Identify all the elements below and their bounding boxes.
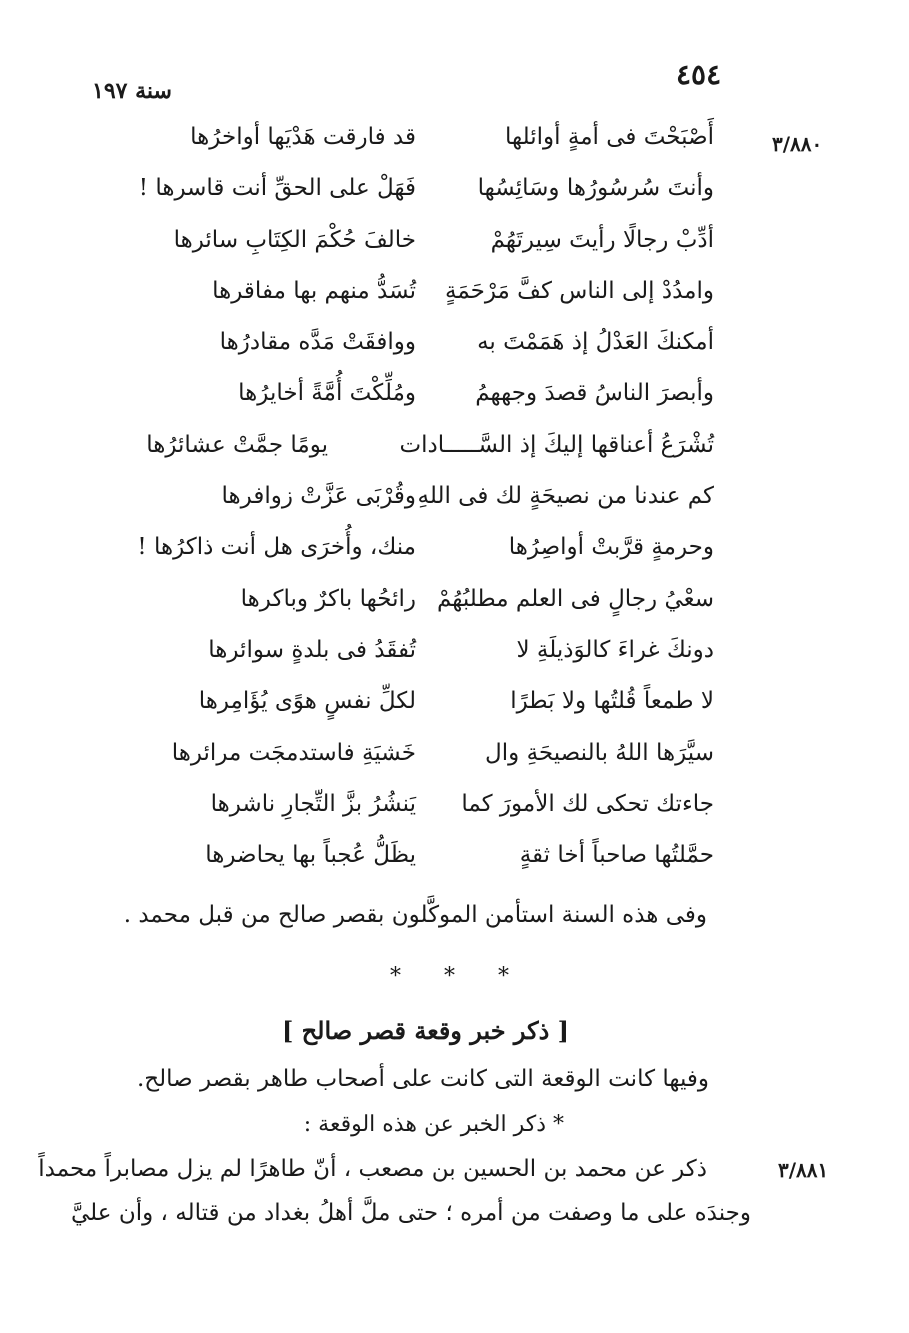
- verse-line: [100, 785, 720, 836]
- second-hemistich: تُسَدُّ منهم بها مفاقرها: [212, 277, 416, 304]
- first-hemistich: أمكنكَ العَدْلُ إذ هَمَمْتَ به: [477, 329, 714, 356]
- second-hemistich: فَهَلْ على الحقِّ أنت قاسرها !: [138, 175, 416, 202]
- first-hemistich: تُشْرَعُ أعناقها إليكَ إذ السَّـــــادات: [399, 431, 714, 458]
- verse-line: [100, 169, 720, 220]
- second-hemistich: خَشيَةِ فاستدمجَت مرائرها: [171, 739, 416, 766]
- body-line: وجندَه على ما وصفت من أمره ؛ حتى ملَّ أهلُ بغداد من قتاله ، وأن عليَّ: [71, 1200, 751, 1226]
- verse-line: [100, 426, 720, 477]
- subheading: * ذكر الخبر عن هذه الوقعة :: [303, 1112, 564, 1137]
- first-hemistich: لا طمعاً قُلتُها ولا بَطرًا: [510, 688, 714, 715]
- margin-reference-first: ٣/٨٨٠: [772, 132, 823, 156]
- verse-line: [100, 272, 720, 323]
- verse-line: [100, 682, 720, 733]
- first-hemistich: وامدُدْ إلى الناس كفَّ مَرْحَمَةٍ: [445, 277, 714, 304]
- first-hemistich: وأنتَ سُرسُورُها وسَائِسُها: [477, 175, 714, 202]
- verse-line: [100, 221, 720, 272]
- second-hemistich: لكلِّ نفسٍ هوًى يُؤَامِرها: [198, 688, 416, 715]
- section-intro: وفيها كانت الوقعة التى كانت على أصحاب طاهر بقصر صالح.: [137, 1066, 709, 1092]
- second-hemistich: يومًا جمَّتْ عشائرُها: [146, 431, 328, 458]
- verse-line: [100, 734, 720, 785]
- second-hemistich: وقُرْبَى عَزَّتْ زوافرها: [221, 483, 416, 510]
- first-hemistich: جاءتك تحكى لك الأمورَ كما: [461, 790, 714, 817]
- first-hemistich: كم عندنا من نصيحَةٍ لك فى اللهِ: [417, 483, 714, 510]
- second-hemistich: تُفقَدُ فى بلدةٍ سوائرها: [208, 636, 416, 663]
- verse-line: [100, 631, 720, 682]
- verse-line: [100, 374, 720, 425]
- second-hemistich: منك، وأُخرَى هل أنت ذاكرُها !: [137, 534, 416, 561]
- verse-line: [100, 477, 720, 528]
- verse-line: [100, 118, 720, 169]
- body-line: ذكر عن محمد بن الحسين بن مصعب ، أنّ طاهرًا لم يزل مصابراً محمداً: [38, 1156, 707, 1182]
- first-hemistich: سعْيُ رجالٍ فى العلم مطلبُهُمْ: [436, 585, 714, 612]
- year-label: سنة ١٩٧: [92, 78, 172, 104]
- first-hemistich: أدِّبْ رجالًا رأيتَ سِيرتَهُمْ: [490, 226, 714, 253]
- first-hemistich: حمَّلتُها صاحباً أخا ثقةٍ: [519, 842, 714, 869]
- poem-block: [100, 118, 720, 887]
- second-hemistich: رائحُها باكرٌ وباكرها: [240, 585, 416, 612]
- first-hemistich: سيَّرَها اللهُ بالنصيحَةِ وال: [485, 739, 714, 766]
- section-separator: * * *: [390, 964, 527, 989]
- second-hemistich: خالفَ حُكْمَ الكِتَابِ سائرها: [173, 226, 416, 253]
- second-hemistich: يظَلُّ عُجباً بها يحاضرها: [205, 842, 416, 869]
- narrative-line: وفى هذه السنة استأمن الموكَّلون بقصر صالح من قبل محمد .: [123, 902, 707, 928]
- first-hemistich: وحرمةٍ قرَّبتْ أواصِرُها: [508, 534, 714, 561]
- first-hemistich: أَصْبَحْتَ فى أمةٍ أوائلها: [505, 124, 714, 150]
- section-heading: [ ذكر خبر وقعة قصر صالح ]: [281, 1016, 569, 1045]
- verse-line: [100, 836, 720, 887]
- verse-line: [100, 528, 720, 579]
- second-hemistich: ووافقَتْ مَدَّه مقادرُها: [219, 329, 416, 356]
- margin-reference-second: ٣/٨٨١: [778, 1158, 829, 1182]
- second-hemistich: قد فارقت هَدْيَها أواخرُها: [190, 124, 416, 150]
- second-hemistich: يَنشُرُ بزَّ التِّجارِ ناشرها: [210, 790, 416, 817]
- first-hemistich: وأبصرَ الناسُ قصدَ وجههمُ: [475, 380, 714, 407]
- verse-line: [100, 323, 720, 374]
- second-hemistich: ومُلِّكْتَ أُمَّةً أخايرُها: [238, 380, 416, 407]
- verse-line: [100, 580, 720, 631]
- first-hemistich: دونكَ غراءَ كالوَذيلَةِ لا: [516, 636, 714, 663]
- page-number: ٤٥٤: [676, 58, 722, 91]
